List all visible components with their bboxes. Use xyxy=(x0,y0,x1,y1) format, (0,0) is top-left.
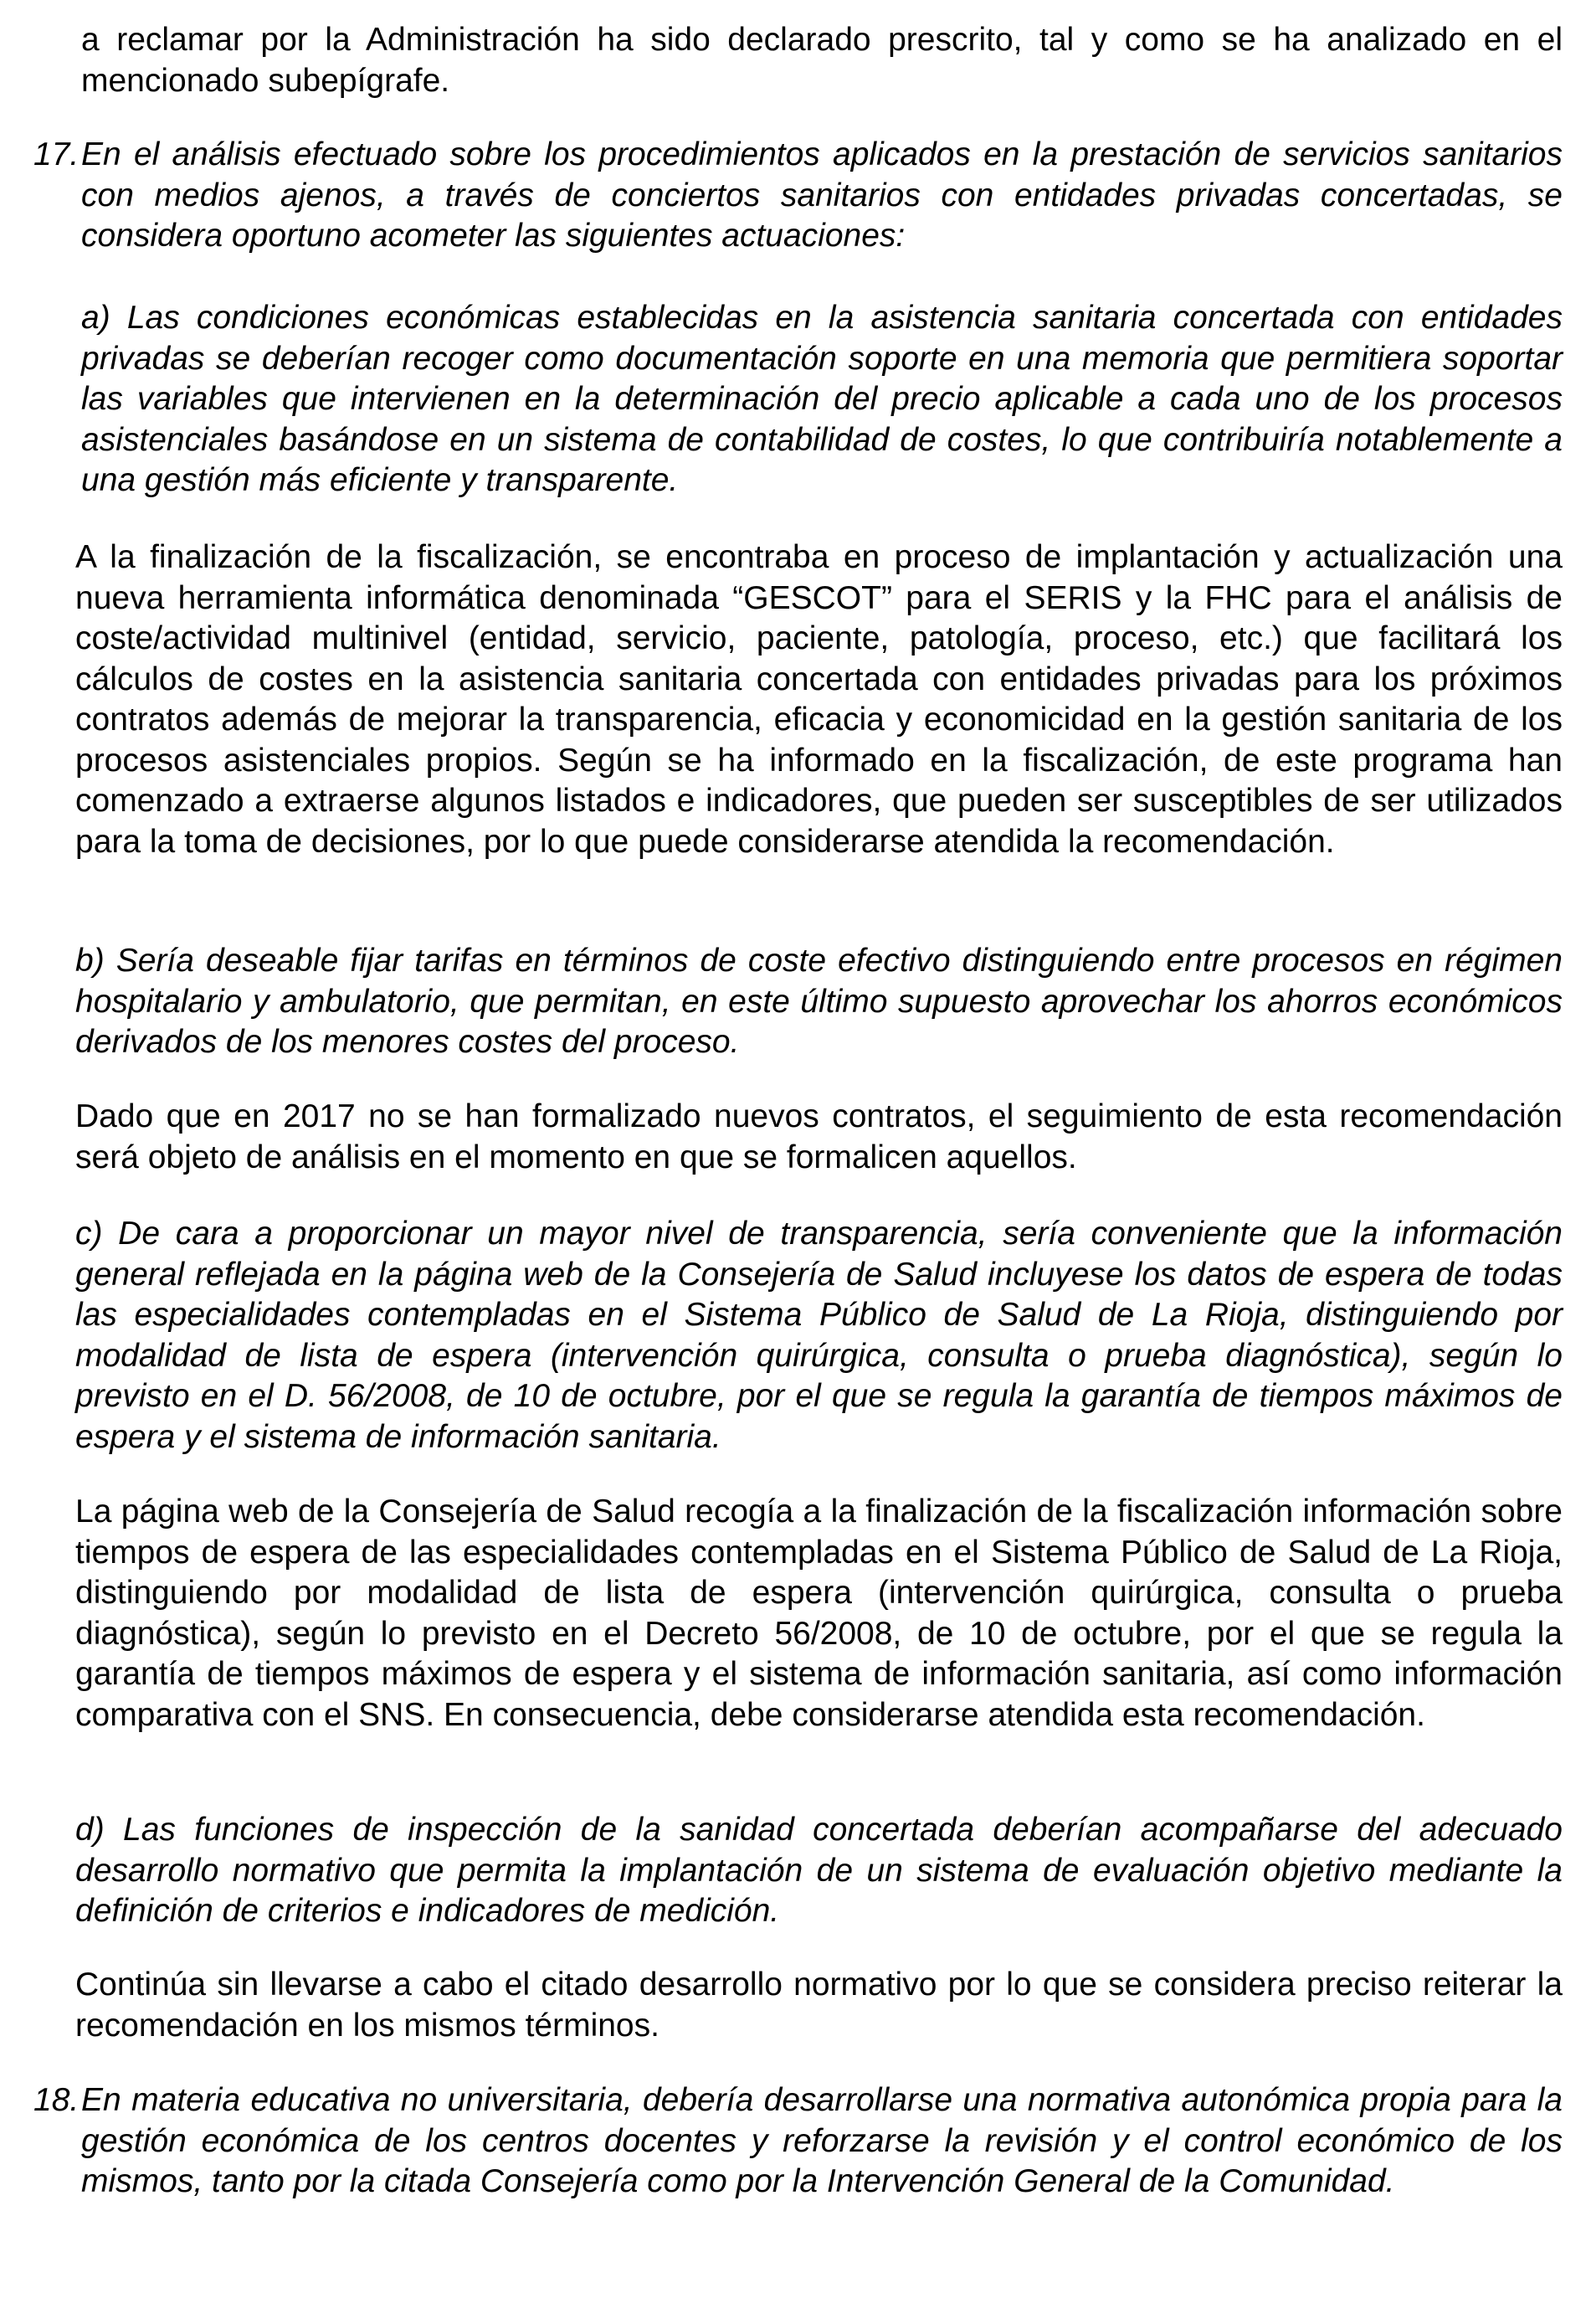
paragraph-prescribed-continuation: a reclamar por la Administración ha sido declarado prescrito, tal y como se ha analizado en el mencionado subepígrafe. xyxy=(81,22,1563,99)
response-a: A la finalización de la fiscalización, se encontraba en proceso de implantación y actualización una nueva herramienta informática denominada “GESCOT” para el SERIS y la FHC para el análisis de coste/actividad multinivel (entidad, servicio, paciente, patología, proceso, etc.) que facilitará los cálculos de costes en la asistencia sanitaria concertada con entidades privadas para los próximos contratos además de mejorar la transparencia, eficacia y economicidad en la gestión sanitaria de los procesos asistenciales propios. Según se ha informado en la fiscalización, de este programa han comenzado a extraerse algunos listados e indicadores, que pueden ser susceptibles de ser utilizados para la toma de decisiones, por lo que puede considerarse atendida la recomendación. xyxy=(75,539,1563,860)
recommendation-b: b) Sería deseable fijar tarifas en términos de coste efectivo distinguiendo entre procesos en régimen hospitalario y ambulatorio, que permitan, en este último supuesto aprovechar los ahorros económicos derivados de los menores costes del proceso. xyxy=(75,943,1563,1060)
item-number-18: 18. xyxy=(33,2082,80,2118)
response-d: Continúa sin llevarse a cabo el citado desarrollo normativo por lo que se considera preciso reiterar la recomendación en los mismos términos. xyxy=(75,1967,1563,2044)
response-c: La página web de la Consejería de Salud recogía a la finalización de la fiscalización información sobre tiempos de espera de las especialidades contempladas en el Sistema Público de Salud de La Rioja, distinguiendo por modalidad de lista de espera (intervención quirúrgica, consulta o prueba diagnóstica), según lo previsto en el Decreto 56/2008, de 10 de octubre, por el que se regula la garantía de tiempos máximos de espera y el sistema de información sanitaria, así como información comparativa con el SNS. En consecuencia, debe considerarse atendida esta recomendación. xyxy=(75,1494,1563,1733)
response-b: Dado que en 2017 no se han formalizado nuevos contratos, el seguimiento de esta recomendación será objeto de análisis en el momento en que se formalicen aquellos. xyxy=(75,1098,1563,1175)
item-18-text: En materia educativa no universitaria, debería desarrollarse una normativa autonómica propia para la gestión económica de los centros docentes y reforzarse la revisión y el control económico de los mismos, tanto por la citada Consejería como por la Intervención General de la Comunidad. xyxy=(81,2082,1563,2199)
item-17-text: En el análisis efectuado sobre los procedimientos aplicados en la prestación de servicios sanitarios con medios ajenos, a través de conciertos sanitarios con entidades privadas concertadas, se considera oportuno acometer las siguientes actuaciones: xyxy=(81,136,1563,254)
recommendation-c: c) De cara a proporcionar un mayor nivel de transparencia, sería conveniente que la información general reflejada en la página web de la Consejería de Salud incluyese los datos de espera de todas las especialidades contempladas en el Sistema Público de Salud de La Rioja, distinguiendo por modalidad de lista de espera (intervención quirúrgica, consulta o prueba diagnóstica), según lo previsto en el D. 56/2008, de 10 de octubre, por el que se regula la garantía de tiempos máximos de espera y el sistema de información sanitaria. xyxy=(75,1216,1563,1455)
item-number-17: 17. xyxy=(33,136,80,172)
recommendation-a: a) Las condiciones económicas establecidas en la asistencia sanitaria concertada con entidades privadas se deberían recoger como documentación soporte en una memoria que permitiera soportar las variables que intervienen en la determinación del precio aplicable a cada uno de los procesos asistenciales basándose en un sistema de contabilidad de costes, lo que contribuiría notablemente a una gestión más eficiente y transparente. xyxy=(81,300,1563,498)
recommendation-d: d) Las funciones de inspección de la sanidad concertada deberían acompañarse del adecuado desarrollo normativo que permita la implantación de un sistema de evaluación objetivo mediante la definición de criterios e indicadores de medición. xyxy=(75,1812,1563,1929)
